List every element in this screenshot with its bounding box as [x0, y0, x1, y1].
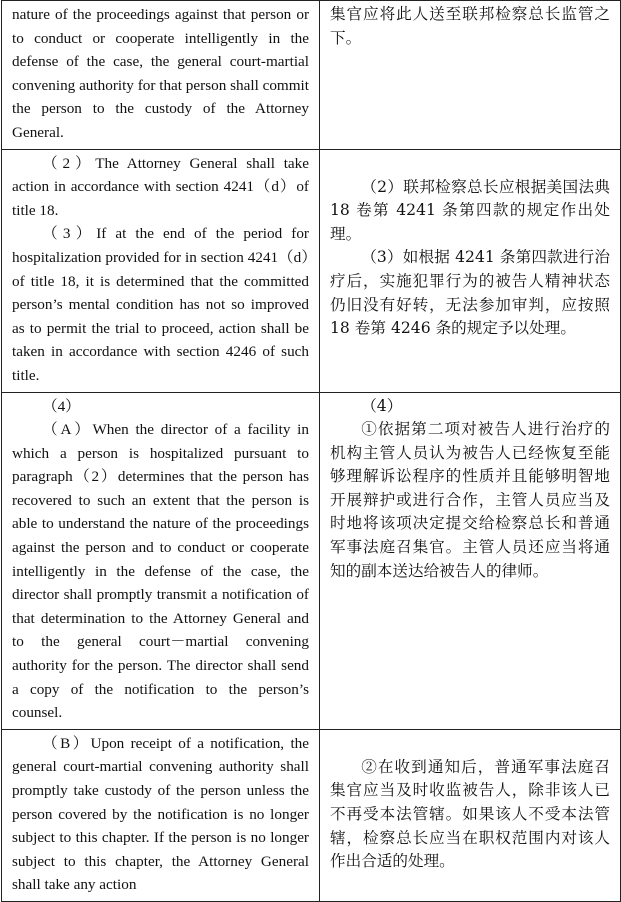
english-paragraph: （2）The Attorney General shall take action in accordance with section 4241（d）of title 18. — [12, 154, 309, 219]
spacer — [330, 152, 610, 176]
english-paragraph: nature of the proceedings against that person or to conduct or cooperate intelligently in the defense of the case, the general court-martial convening authority for that person shall commit the person to the custody of the Attorney General. — [12, 6, 309, 141]
english-paragraph: （A）When the director of a facility in which a person is hospitalized pursuant to paragraph（2）determines that the person has recovered to such an extent that the person is able to understand the nature of the proceedings against the person and to conduct or cooperate intelligently in the defense of the case, the director shall promptly transmit a notification of that determination to the Attorney General and to the general court－martial convening authority for the person. The director shall send a copy of the notification to the person’s counsel. — [12, 421, 309, 722]
chinese-cell — [320, 729, 621, 901]
table-row — [2, 1, 621, 150]
english-cell — [2, 149, 320, 392]
bilingual-table — [1, 0, 621, 902]
english-cell — [2, 729, 320, 901]
chinese-paragraph: （3）如根据 4241 条第四款进行治疗后，实施犯罪行为的被告人精神状态仍旧没有好转，无法参加审判，应按照 18 卷第 4246 条的规定予以处理。 — [330, 248, 610, 338]
chinese-paragraph: ①依据第二项对被告人进行治疗的机构主管人员认为被告人已经恢复至能够理解诉讼程序的性质并且能够明智地开展辩护或进行合作，主管人员应当及时地将该项决定提交给检察总长和普通军事法庭召集官。主管人员还应当将通知的副本送达给被告人的律师。 — [330, 420, 610, 580]
table-row — [2, 392, 621, 729]
chinese-paragraph: （2）联邦检察总长应根据美国法典 18 卷第 4241 条第四款的规定作出处理。 — [330, 177, 610, 243]
chinese-cell — [320, 149, 621, 392]
english-cell — [2, 392, 320, 729]
table-row — [2, 729, 621, 901]
english-paragraph: （4） — [42, 397, 81, 415]
chinese-paragraph: 集官应将此人送至联邦检察总长监管之下。 — [330, 5, 610, 47]
document-page — [1, 0, 620, 894]
chinese-paragraph: ②在收到通知后，普通军事法庭召集官应当及时收监被告人，除非该人已不再受本法管辖。如果该人不受本法管辖，检察总长应当在职权范围内对该人作出合适的处理。 — [330, 757, 610, 871]
spacer — [330, 732, 610, 756]
table-row — [2, 149, 621, 392]
chinese-cell — [320, 392, 621, 729]
english-cell — [2, 1, 320, 150]
chinese-cell — [320, 1, 621, 150]
english-paragraph: （3）If at the end of the period for hospitalization provided for in section 4241（d）of title 18, it is determined that the committed person’s mental condition has not so improved as to permit the trial to proceed, action shall be taken in accordance with section 4246 of such title. — [12, 225, 309, 384]
english-paragraph: （B）Upon receipt of a notification, the general court-martial convening authority shall promptly take custody of the person unless the person covered by the notification is no longer subject to this chapter. If the person is no longer subject to this chapter, the Attorney General shall take any action — [12, 734, 309, 894]
chinese-paragraph: （4） — [361, 396, 403, 415]
